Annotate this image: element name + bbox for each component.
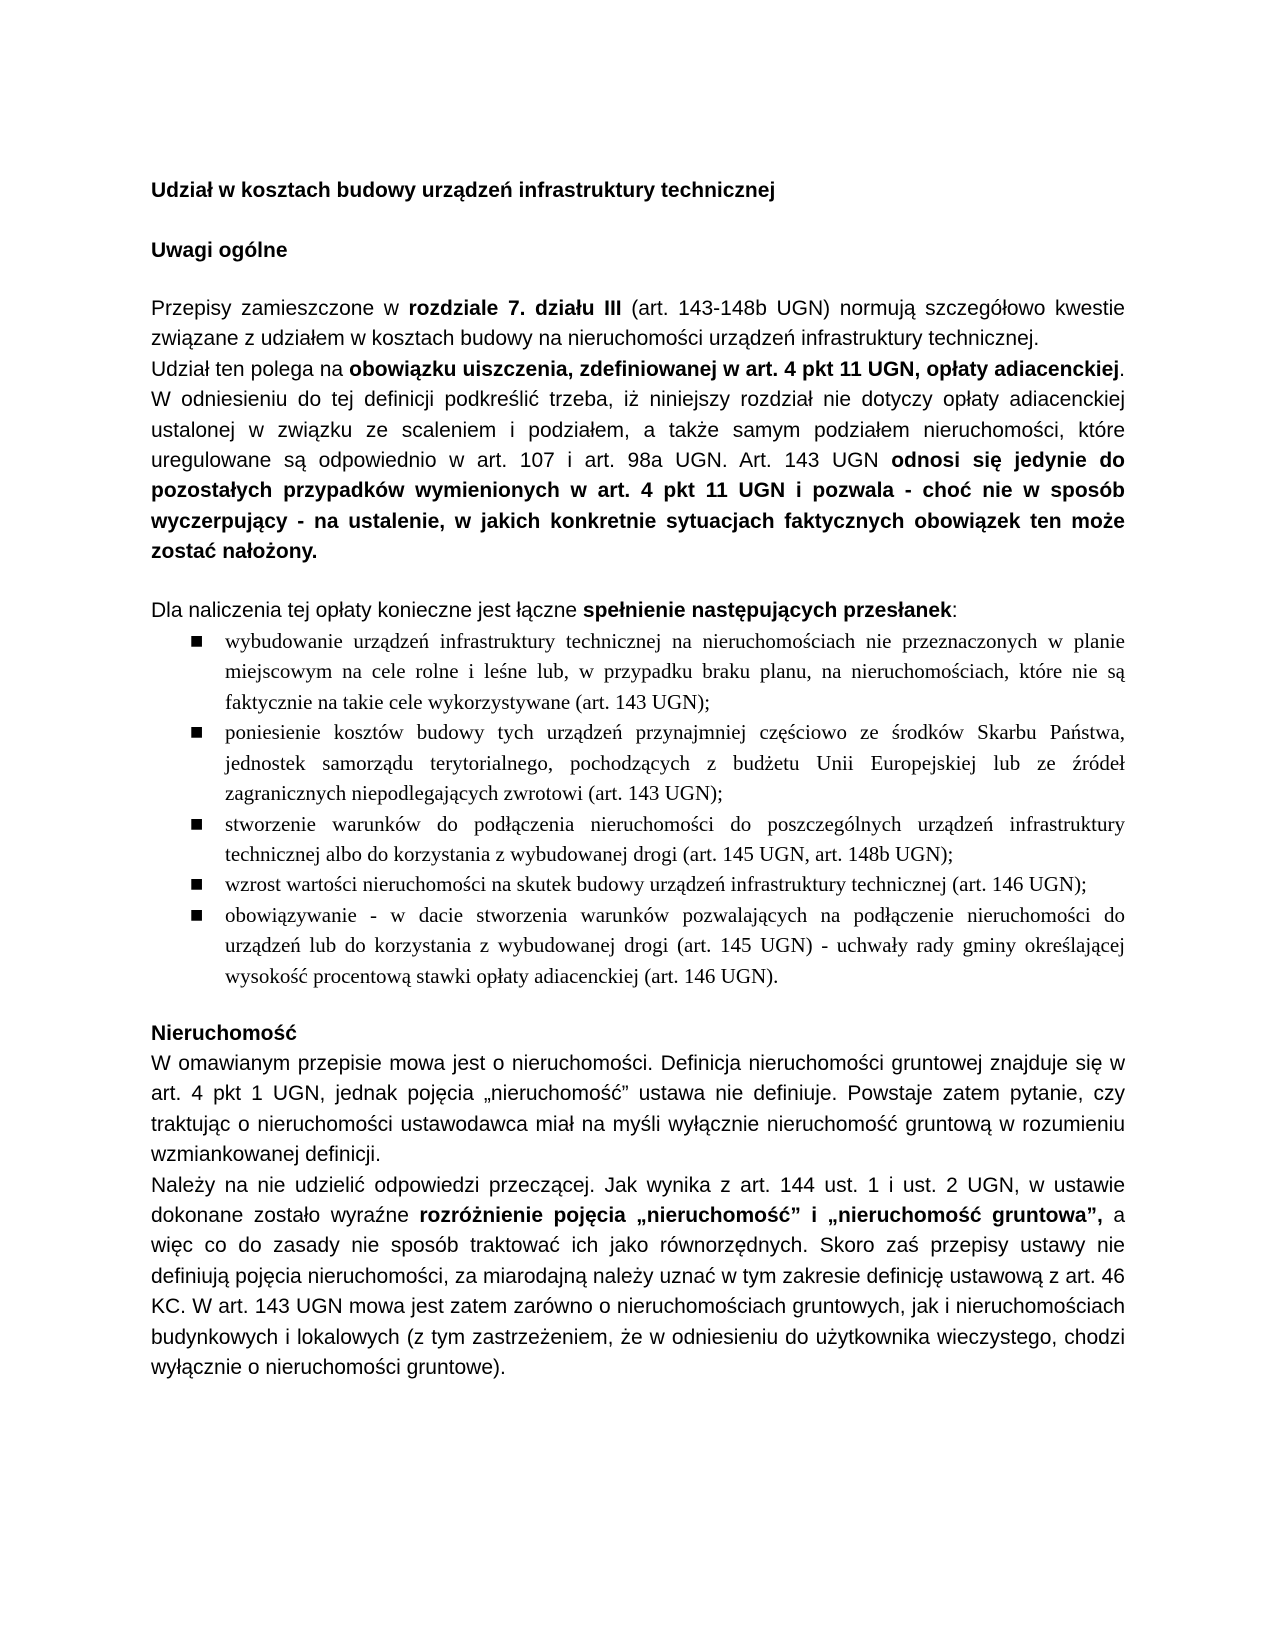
square-bullet-icon: ■ bbox=[190, 724, 204, 741]
paragraph-property-answer-text-a: Należy na nie udzielić odpowiedzi przeczącej. Jak wynika z art. 144 ust. 1 i ust. 2 UGN, w ustawie dokonane zostało wyraźne bbox=[151, 1173, 1125, 1227]
paragraph-adjacent-fee-text-a: Udział ten polega na bbox=[151, 357, 350, 381]
paragraph-adjacent-fee-bold-d: odnosi się jedynie do pozostałych przypadków wymienionych w art. 4 pkt 11 UGN i pozwala - choć nie w sposób wyczerpujący - na ustalenie, w jakich konkretnie sytuacjach faktycznych obowiązek ten może zostać nałożony. bbox=[151, 449, 1125, 564]
paragraph-property-answer-text-c: a więc co do zasady nie sposób traktować ich jako równorzędnych. Skoro zaś przepisy ustawy nie definiują pojęcia nieruchomości, za miarodajną należy uznać w tym zakresie definicję ustawową z art. 46 KC. W art. 143 UGN mowa jest zatem zarówno o nieruchomościach gruntowych, jak i nieruchomościach budynkowych i lokalowych (z tym zastrzeżeniem, że w odniesieniu do użytkownika wieczystego, chodzi wyłącznie o nieruchomości gruntowe). bbox=[151, 1203, 1126, 1379]
paragraph-property-answer bbox=[151, 1171, 1125, 1384]
list-item-text: wzrost wartości nieruchomości na skutek budowy urządzeń infrastruktury technicznej (art. 146 UGN); bbox=[225, 872, 1087, 897]
list-item bbox=[151, 809, 1125, 870]
paragraph-conditions-text-c: : bbox=[951, 598, 958, 622]
list-item bbox=[151, 626, 1125, 717]
paragraph-adjacent-fee-bold-b: obowiązku uiszczenia, zdefiniowanej w art. 4 pkt 11 UGN, opłaty adiacenckiej bbox=[349, 357, 1120, 381]
section-heading-property: Nieruchomość bbox=[151, 1021, 297, 1045]
list-item-text: poniesienie kosztów budowy tych urządzeń przynajmniej częściowo ze środków Skarbu Państwa, jednostek samorządu terytorialnego, pochodzących z budżetu Unii Europejskiej lub ze źródeł zagranicznych niepodlegających zwrotowi (art. 143 UGN); bbox=[225, 720, 1125, 806]
list-item bbox=[151, 717, 1125, 808]
square-bullet-icon: ■ bbox=[190, 633, 204, 650]
document-page bbox=[151, 176, 1125, 1383]
paragraph-adjacent-fee bbox=[151, 355, 1125, 568]
square-bullet-icon: ■ bbox=[190, 906, 204, 923]
paragraph-intro bbox=[151, 294, 1125, 355]
paragraph-property-definition: W omawianym przepisie mowa jest o nieruchomości. Definicja nieruchomości gruntowej znajduje się w art. 4 pkt 1 UGN, jednak pojęcia „nieruchomość” ustawa nie definiuje. Powstaje zatem pytanie, czy traktując o nieruchomości ustawodawca miał na myśli wyłącznie nieruchomość gruntową w rozumieniu wzmiankowanej definicji. bbox=[151, 1051, 1125, 1167]
paragraph-conditions-intro bbox=[151, 596, 1125, 626]
section-heading-general-remarks: Uwagi ogólne bbox=[151, 239, 288, 262]
paragraph-conditions-text-a: Dla naliczenia tej opłaty konieczne jest łączne bbox=[151, 598, 583, 622]
list-item bbox=[151, 869, 1125, 899]
list-item-text: stworzenie warunków do podłączenia nieruchomości do poszczególnych urządzeń infrastruktury technicznej albo do korzystania z wybudowanej drogi (art. 145 UGN, art. 148b UGN); bbox=[225, 811, 1125, 866]
square-bullet-icon: ■ bbox=[190, 876, 204, 893]
conditions-list bbox=[151, 626, 1125, 991]
paragraph-adjacent-fee-text-c: . W odniesieniu do tej definicji podkreślić trzeba, iż niniejszy rozdział nie dotyczy opłaty adiacenckiej ustalonej w związku ze scaleniem i podziałem, a także samym podziałem nieruchomości, które uregulowane są odpowiednio w art. 107 i art. 98a UGN. Art. 143 UGN bbox=[151, 357, 1125, 473]
list-item-text: obowiązywanie - w dacie stworzenia warunków pozwalających na podłączenie nieruchomości do urządzeń lub do korzystania z wybudowanej drogi (art. 145 UGN) - uchwały rady gminy określającej wysokość procentową stawki opłaty adiacenckiej (art. 146 UGN). bbox=[225, 902, 1125, 988]
list-item bbox=[151, 900, 1125, 991]
paragraph-intro-text-a: Przepisy zamieszczone w bbox=[151, 297, 409, 320]
paragraph-intro-text-c: (art. 143-148b UGN) normują szczegółowo kwestie związane z udziałem w kosztach budowy na nieruchomości urządzeń infrastruktury technicznej. bbox=[151, 297, 1125, 351]
square-bullet-icon: ■ bbox=[190, 815, 204, 832]
document-title: Udział w kosztach budowy urządzeń infrastruktury technicznej bbox=[151, 179, 776, 202]
paragraph-conditions-bold: spełnienie następujących przesłanek bbox=[582, 598, 952, 622]
paragraph-property-answer-bold: rozróżnienie pojęcia „nieruchomość” i „nieruchomość gruntowa”, bbox=[419, 1203, 1103, 1227]
list-item-text: wybudowanie urządzeń infrastruktury technicznej na nieruchomościach nie przeznaczonych w planie miejscowym na cele rolne i leśne lub, w przypadku braku planu, na nieruchomościach, które nie są faktycznie na takie cele wykorzystywane (art. 143 UGN); bbox=[225, 629, 1125, 714]
paragraph-intro-bold: rozdziale 7. działu III bbox=[408, 297, 622, 320]
